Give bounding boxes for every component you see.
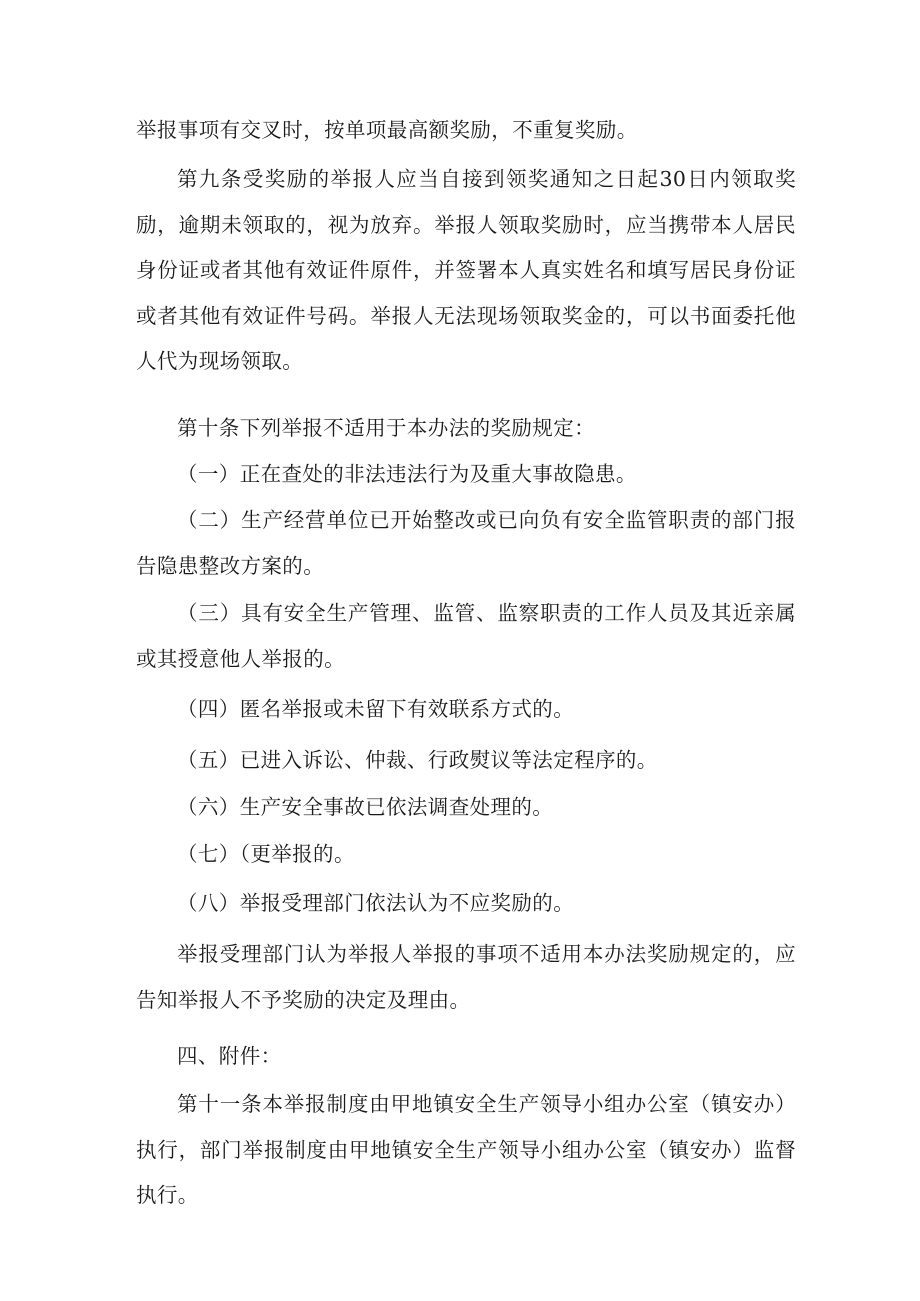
paragraph-article-9: 第九条受奖励的举报人应当自接到领奖通知之日起30日内领取奖励，逾期未领取的，视为放弃。举报人领取奖励时，应当携带本人居民身份证或者其他有效证件原件，并签署本人真实姓名和填写居民身份证或者其他有效证件号码。举报人无法现场领取奖金的，可以书面委托他人代为现场领取。 xyxy=(136,167,796,373)
paragraph-award-overlap: 举报事项有交叉时，按单项最高额奖励，不重复奖励。 xyxy=(136,118,638,142)
list-item-2: （二）生产经营单位已开始整改或已向负有安全监管职责的部门报告隐患整改方案的。 xyxy=(136,508,796,578)
paragraph-notice: 举报受理部门认为举报人举报的事项不适用本办法奖励规定的，应告知举报人不予奖励的决定及理由。 xyxy=(136,942,796,1012)
list-item-1: （一）正在查处的非法违法行为及重大事故隐患。 xyxy=(177,462,637,486)
list-item-3: （三）具有安全生产管理、监管、监察职责的工作人员及其近亲属或其授意他人举报的。 xyxy=(136,601,796,671)
list-item-7: （七）（更举报的。 xyxy=(177,842,355,866)
list-item-6: （六）生产安全事故已依法调查处理的。 xyxy=(177,795,554,819)
list-item-8: （八）举报受理部门依法认为不应奖励的。 xyxy=(177,891,575,915)
paragraph-article-10: 第十条下列举报不适用于本办法的奖励规定： xyxy=(177,416,595,440)
section-heading-attachments: 四、附件： xyxy=(177,1044,282,1068)
list-item-4: （四）匿名举报或未留下有效联系方式的。 xyxy=(177,697,575,721)
list-item-5: （五）已进入诉讼、仲裁、行政熨议等法定程序的。 xyxy=(177,748,658,772)
paragraph-article-11: 第十一条本举报制度由甲地镇安全生产领导小组办公室（镇安办）执行，部门举报制度由甲地镇安全生产领导小组办公室（镇安办）监督执行。 xyxy=(136,1092,796,1207)
